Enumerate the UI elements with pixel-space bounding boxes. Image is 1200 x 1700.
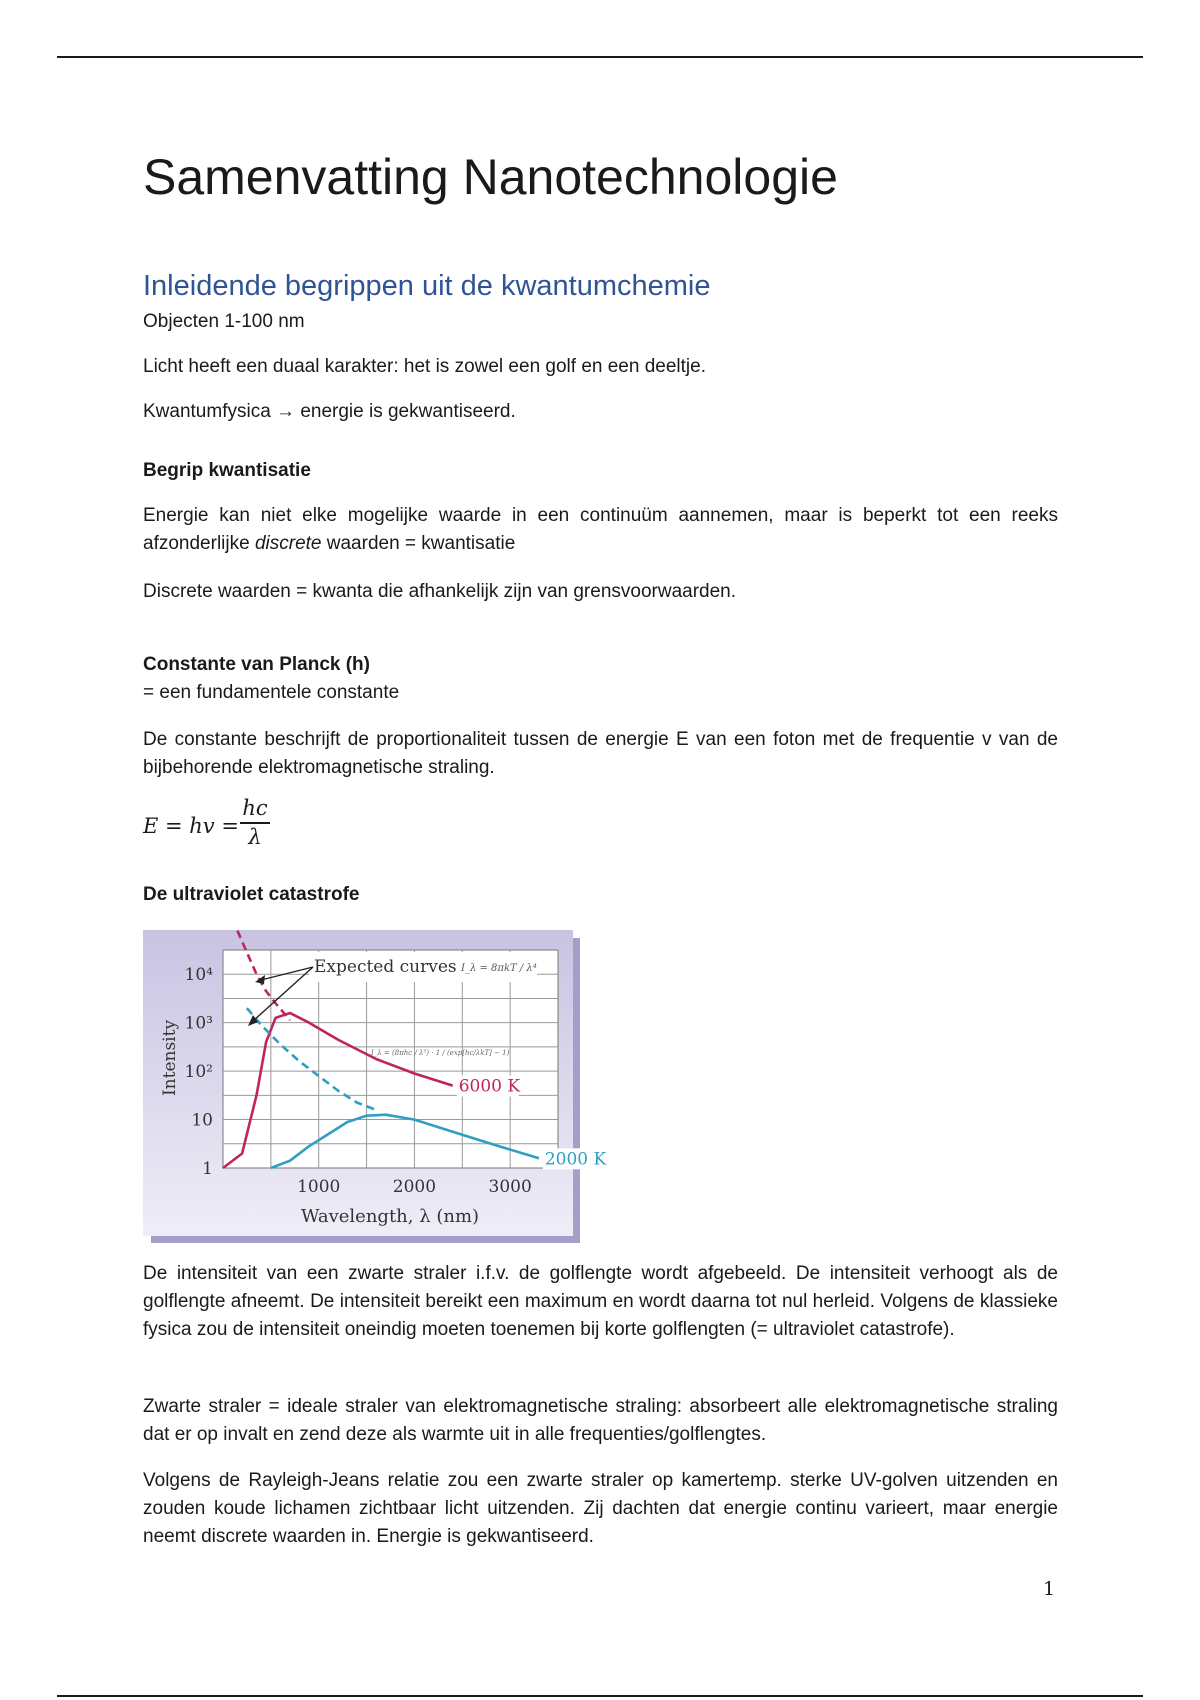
y-tick-label: 1	[202, 1159, 213, 1179]
subheading-quantization: Begrip kwantisatie	[143, 460, 311, 481]
equation-fraction	[240, 795, 270, 851]
section-heading: Inleidende begrippen uit de kwantumchemie	[143, 270, 711, 302]
emphasis-discrete: discrete	[254, 533, 322, 554]
series-label: 6000 K	[458, 1076, 521, 1097]
x-axis-label: Wavelength, λ (nm)	[300, 1206, 480, 1227]
y-tick-label: 10²	[184, 1062, 213, 1083]
series-label: 2000 K	[544, 1149, 607, 1170]
top-rule	[57, 56, 1143, 58]
paragraph-quantum-physics: Kwantumfysica → energie is gekwantiseerd.	[143, 401, 516, 422]
x-tick-label: 1000	[297, 1177, 341, 1197]
bottom-rule	[57, 1695, 1143, 1697]
page-title: Samenvatting Nanotechnologie	[143, 149, 838, 205]
paragraph-objects: Objecten 1-100 nm	[143, 311, 305, 332]
annotation-expected-curves: Expected curves	[314, 957, 457, 977]
annotation-planck-formula: I_λ = (8πhc / λ⁵) · 1 / (exp[hc/λkT] − 1)	[371, 1049, 510, 1057]
plot-area	[223, 950, 558, 1168]
y-axis-label: Intensity	[160, 1019, 180, 1097]
paragraph-quantization: Energie kan niet elke mogelijke waarde in een continuüm aannemen, maar is beperkt tot een reeks afzonderlijke discrete waarden = kwantisatie	[143, 505, 1058, 554]
paragraph-rayleigh-jeans: Volgens de Rayleigh-Jeans relatie zou een zwarte straler op kamertemp. sterke UV-golven uitzenden en zouden koude lichamen zichtbaar licht uitzenden. Zij dachten dat energie continu varieert, maar energie neemt discrete waarden in. Energie is gekwantiseerd.	[143, 1470, 1058, 1547]
annotation-classical-formula: I_λ = 8πkT / λ⁴	[461, 963, 537, 974]
paragraph-black-body: Zwarte straler = ideale straler van elektromagnetische straling: absorbeert alle elektromagnetische straling dat er op invalt en zend deze als warmte uit in alle frequenties/golflengtes.	[143, 1396, 1058, 1445]
paragraph-fundamental-constant: = een fundamentele constante	[143, 682, 400, 703]
y-tick-label: 10	[191, 1110, 213, 1131]
paragraph-proportionality: De constante beschrijft de proportionaliteit tussen de energie E van een foton met de frequentie v van de bijbehorende elektromagnetische straling.	[143, 729, 1058, 778]
paragraph-intensity: De intensiteit van een zwarte straler i.f.v. de golflengte wordt afgebeeld. De intensiteit verhoogt als de golflengte afneemt. De intensiteit bereikt een maximum en wordt daarna tot nul herleid. Volgens de klassieke fysica zou de intensiteit oneindig moeten toenemen bij korte golflengten (= ultraviolet catastrofe).	[143, 1263, 1058, 1340]
fraction-numerator: hc	[242, 796, 268, 820]
y-tick-label: 10³	[184, 1013, 213, 1034]
page-number: 1	[1043, 1578, 1056, 1600]
fraction-denominator: λ	[248, 825, 262, 849]
x-tick-label: 3000	[488, 1177, 532, 1197]
blackbody-figure	[143, 930, 607, 1243]
subheading-uv-catastrophe: De ultraviolet catastrofe	[143, 884, 360, 905]
paragraph-discrete-values: Discrete waarden = kwanta die afhankelijk zijn van grensvoorwaarden.	[143, 581, 737, 602]
x-tick-label: 2000	[392, 1177, 437, 1197]
y-tick-label: 10⁴	[184, 965, 213, 986]
paragraph-light: Licht heeft een duaal karakter: het is zowel een golf en een deeltje.	[143, 356, 706, 377]
equation-lhs: E = hv =	[143, 814, 239, 838]
blackbody-chart	[143, 930, 607, 1243]
subheading-planck-constant: Constante van Planck (h)	[143, 654, 370, 675]
